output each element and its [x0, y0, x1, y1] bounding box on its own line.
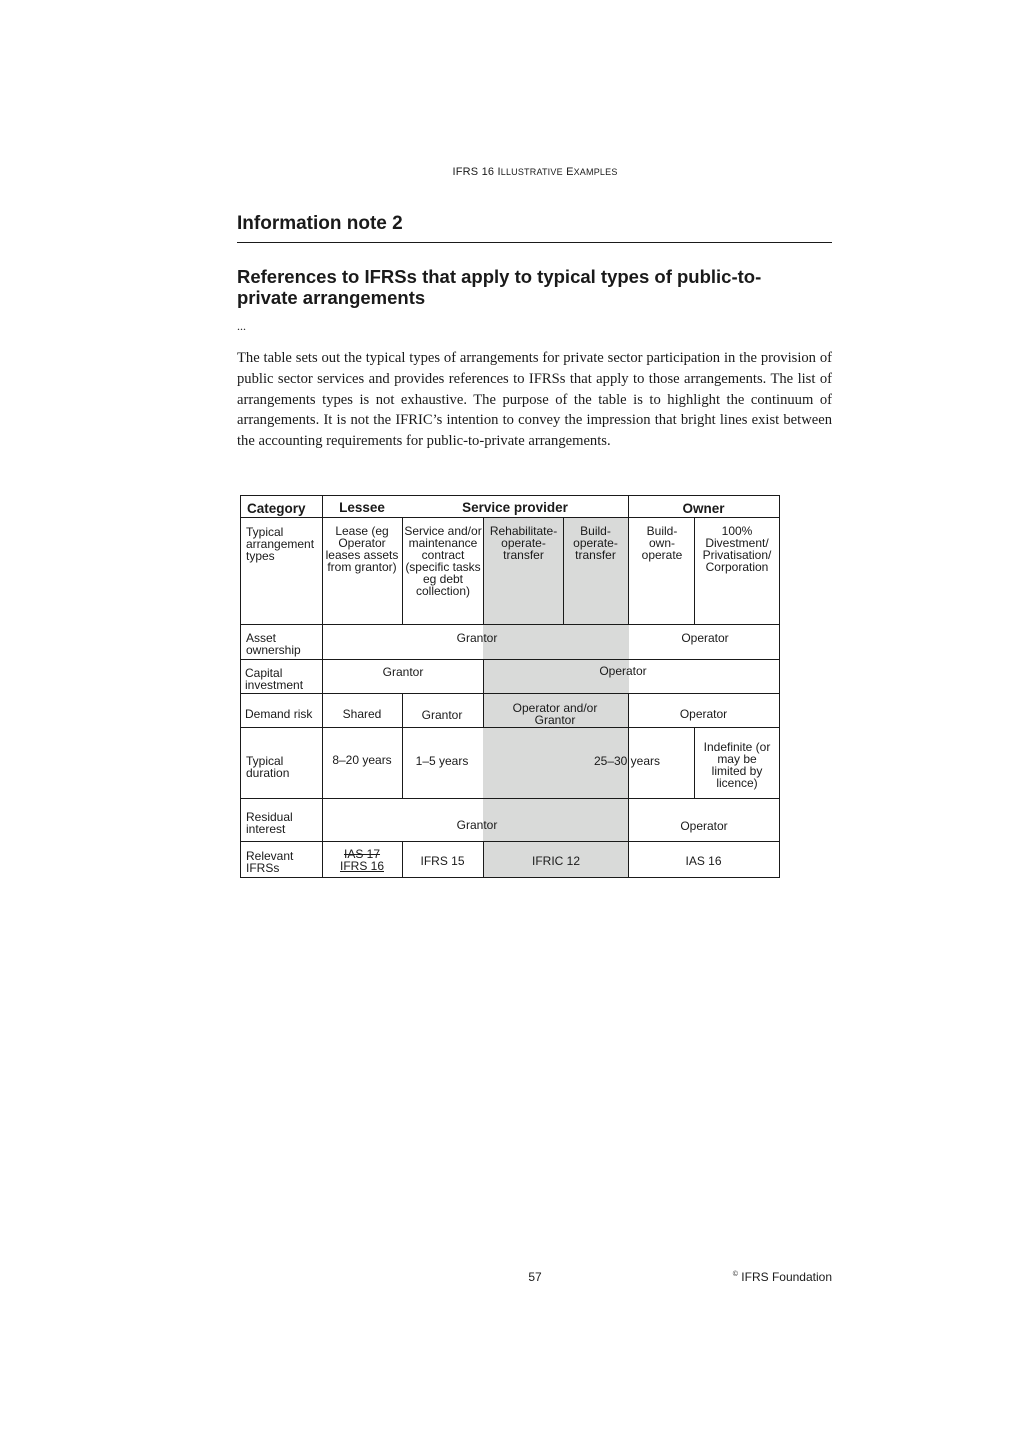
copyright — [700, 1270, 832, 1284]
copyright-symbol: © — [732, 1271, 738, 1278]
cell-service-contract: Service and/or maintenance contract (specific tasks eg debt collection) — [404, 524, 482, 598]
cell-relevant-owner: IAS 16 — [685, 854, 722, 868]
row-label-asset-ownership: Asset ownership — [246, 631, 301, 657]
tbl-line — [240, 798, 780, 799]
cell-capital-operator: Operator — [599, 664, 647, 678]
ellipsis: ... — [237, 319, 246, 333]
header-service-provider: Service provider — [462, 500, 568, 515]
relevant-ias17-struck: IAS 17 — [343, 847, 381, 861]
cell-demand-shared: Shared — [342, 707, 382, 721]
row-label-capital-investment: Capital investment — [245, 666, 304, 692]
tbl-line — [628, 693, 629, 878]
cell-capital-grantor: Grantor — [382, 665, 424, 679]
cell-demand-operator-grantor: Operator and/or Grantor — [512, 701, 598, 727]
row-label-typical-duration: Typical duration — [246, 754, 290, 780]
arrangements-table — [240, 495, 780, 878]
cell-residual-operator: Operator — [680, 819, 728, 833]
section-title: References to IFRSs that apply to typical types of public-to-private arrangements — [237, 266, 762, 308]
tbl-line — [240, 877, 780, 878]
running-header-word-1: ILLUSTRATIVE — [497, 166, 563, 178]
relevant-ifrs16-new: IFRS 16 — [339, 859, 384, 873]
header-category: Category — [247, 501, 306, 516]
header-owner: Owner — [682, 501, 725, 516]
tbl-line — [240, 624, 780, 625]
cell-duration-owner: Indefinite (or may be limited by licence) — [703, 740, 771, 790]
tbl-line — [240, 495, 780, 496]
cell-divestment: 100% Divestment/ Privatisation/ Corporation — [702, 524, 772, 574]
running-header-main: IFRS 16 — [452, 166, 495, 178]
cell-duration-lessee: 8–20 years — [332, 753, 392, 767]
cell-asset-ownership-grantor: Grantor — [456, 631, 498, 645]
tbl-line — [240, 659, 780, 660]
cell-demand-grantor: Grantor — [421, 708, 463, 722]
title-rule — [237, 242, 832, 243]
tbl-line — [483, 659, 484, 727]
row-label-demand-risk: Demand risk — [245, 707, 313, 721]
tbl-line — [563, 517, 564, 625]
tbl-line — [240, 841, 780, 842]
note-title: Information note 2 — [237, 213, 403, 234]
cell-duration-middle: 25–30 years — [593, 754, 661, 768]
tbl-line — [402, 517, 403, 625]
cell-residual-grantor: Grantor — [456, 818, 498, 832]
row-label-arrangement-types: Typical arrangement types — [246, 525, 315, 563]
cell-build-operate-transfer: Build-operate-transfer — [573, 524, 618, 562]
body-paragraph: The table sets out the typical types of arrangements for private sector participation in the provision of public sector services and provides references to IFRSs that apply to those arrangements. The list of arrangements types is not exhaustive. The purpose of the table is to highlight the continuum of arrangements. It is not the IFRIC’s intention to convey the impression that bright lines exist between the accounting requirements for public-to-private arrangements. — [237, 350, 832, 450]
copyright-text: IFRS Foundation — [741, 1270, 832, 1284]
tbl-line — [240, 495, 241, 878]
tbl-line — [694, 517, 695, 625]
cell-relevant-service: IFRS 15 — [420, 854, 465, 868]
row-label-residual-interest: Residual interest — [246, 810, 293, 836]
cell-relevant-middle: IFRIC 12 — [531, 854, 580, 868]
cell-demand-operator: Operator — [679, 707, 728, 721]
tbl-line — [240, 693, 780, 694]
tbl-line — [694, 727, 695, 798]
cell-lease: Lease (eg Operator leases assets from grantor) — [325, 524, 399, 574]
cell-duration-service: 1–5 years — [415, 754, 469, 768]
cell-relevant-lessee — [322, 848, 402, 872]
cell-rehabilitate: Rehabilitate-operate-transfer — [489, 524, 558, 562]
page-number: 57 — [528, 1270, 542, 1284]
tbl-line — [779, 495, 780, 878]
tbl-line — [240, 517, 780, 518]
row-label-relevant-ifrss: Relevant IFRSs — [246, 849, 294, 875]
tbl-line — [483, 517, 484, 625]
cell-asset-ownership-operator: Operator — [681, 631, 729, 645]
running-header — [0, 166, 1024, 178]
header-lessee: Lessee — [339, 500, 385, 515]
running-header-word-2: EXAMPLES — [566, 166, 618, 178]
tbl-line — [240, 727, 780, 728]
cell-build-own-operate: Build-own-operate — [641, 524, 683, 562]
